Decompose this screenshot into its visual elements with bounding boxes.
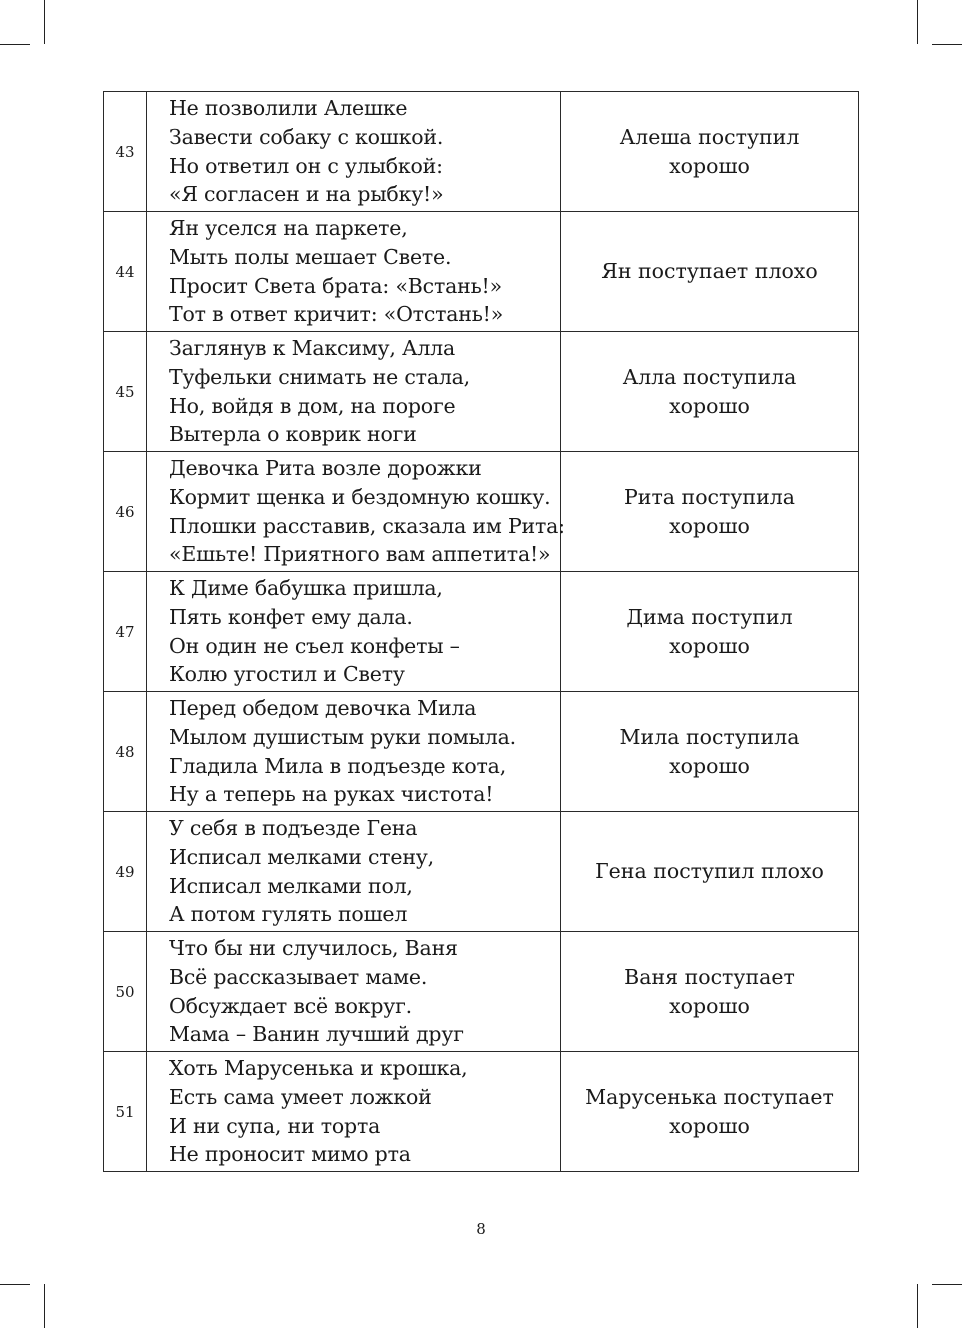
verse-line: Заглянув к Максиму, Алла	[169, 336, 456, 361]
verse-line: Есть сама умеет ложкой	[169, 1084, 432, 1109]
table-row	[104, 932, 859, 1052]
verse-line: Но ответил он с улыбкой:	[169, 153, 443, 178]
crop-mark-top-left	[44, 0, 45, 44]
verse-line: Тот в ответ кричит: «Отстань!»	[169, 302, 504, 327]
verse-line: Обсуждает всё вокруг.	[169, 993, 412, 1018]
crop-mark-bottom-right	[932, 1284, 962, 1285]
verse-line: «Ешьте! Приятного вам аппетита!»	[169, 542, 551, 567]
verse-cell	[147, 92, 561, 212]
crop-mark-top-left	[0, 44, 30, 45]
verse-cell	[147, 812, 561, 932]
verse-line: Гладила Мила в подъезде кота,	[169, 753, 507, 778]
page-number: 8	[476, 1220, 486, 1238]
verse-line: Что бы ни случилось, Ваня	[169, 936, 458, 961]
table-row	[104, 692, 859, 812]
table-row	[104, 452, 859, 572]
verse-line: «Я согласен и на рыбку!»	[169, 182, 444, 207]
verse-cell	[147, 452, 565, 572]
row-number: 47	[104, 572, 147, 692]
verse-line: Туфельки снимать не стала,	[169, 364, 470, 389]
verse-cell	[147, 932, 561, 1052]
verse-line: Колю угостил и Свету	[169, 662, 405, 687]
crop-mark-top-right	[932, 44, 962, 45]
verse-line: Кормит щенка и бездомную кошку.	[169, 484, 551, 509]
verse-line: Мыть полы мешает Свете.	[169, 244, 452, 269]
crop-mark-bottom-right	[917, 1284, 918, 1328]
verse-line: К Диме бабушка пришла,	[169, 576, 443, 601]
verse-line: Ну а теперь на руках чистота!	[169, 782, 494, 807]
table-row	[104, 812, 859, 932]
row-number: 50	[104, 932, 147, 1052]
verse-cell	[147, 572, 561, 692]
verse-line: Не позволили Алешке	[169, 96, 408, 121]
verdict-cell: Гена поступил плохо	[561, 812, 859, 932]
verse-cell	[147, 332, 561, 452]
verdict-cell: Алла поступила хорошо	[561, 332, 859, 452]
verse-line: Девочка Рита возле дорожки	[169, 456, 482, 481]
row-number: 43	[104, 92, 147, 212]
crop-mark-bottom-left	[44, 1284, 45, 1328]
poems-table	[103, 91, 859, 1172]
verse-line: У себя в подъезде Гена	[169, 816, 418, 841]
table-row	[104, 92, 859, 212]
verse-line: Мылом душистым руки помыла.	[169, 724, 516, 749]
verdict-cell: Марусенька поступает хорошо	[561, 1052, 859, 1172]
verse-line: Исписал мелками пол,	[169, 873, 413, 898]
verdict-cell: Алеша поступил хорошо	[561, 92, 859, 212]
verse-line: Ян уселся на паркете,	[169, 216, 408, 241]
verse-line: Он один не съел конфеты –	[169, 633, 460, 658]
verse-line: Исписал мелками стену,	[169, 844, 434, 869]
verse-line: Не проносит мимо рта	[169, 1142, 411, 1167]
poems-table-body	[104, 92, 859, 1172]
table-row	[104, 332, 859, 452]
verse-line: Вытерла о коврик ноги	[169, 422, 417, 447]
row-number: 51	[104, 1052, 147, 1172]
verdict-cell: Дима поступил хорошо	[561, 572, 859, 692]
verse-line: И ни супа, ни торта	[169, 1113, 381, 1138]
row-number: 49	[104, 812, 147, 932]
verse-line: Перед обедом девочка Мила	[169, 696, 477, 721]
row-number: 45	[104, 332, 147, 452]
verse-line: Просит Света брата: «Встань!»	[169, 273, 502, 298]
verdict-cell: Мила поступила хорошо	[561, 692, 859, 812]
verdict-cell: Ян поступает плохо	[561, 212, 859, 332]
row-number: 48	[104, 692, 147, 812]
verse-cell	[147, 1052, 561, 1172]
verse-line: Всё рассказывает маме.	[169, 964, 428, 989]
crop-mark-top-right	[917, 0, 918, 44]
verdict-cell: Ваня поступает хорошо	[561, 932, 859, 1052]
verse-cell	[147, 212, 561, 332]
crop-mark-bottom-left	[0, 1284, 30, 1285]
verse-line: Но, войдя в дом, на пороге	[169, 393, 456, 418]
table-row	[104, 572, 859, 692]
verdict-cell: Рита поступила хорошо	[561, 452, 859, 572]
row-number: 46	[104, 452, 147, 572]
verse-line: А потом гулять пошел	[169, 902, 408, 927]
verse-line: Завести собаку с кошкой.	[169, 124, 444, 149]
verse-cell	[147, 692, 561, 812]
table-row	[104, 1052, 859, 1172]
verse-line: Хоть Марусенька и крошка,	[169, 1056, 468, 1081]
verse-line: Плошки расставив, сказала им Рита:	[169, 513, 565, 538]
verse-line: Мама – Ванин лучший друг	[169, 1022, 464, 1047]
verse-line: Пять конфет ему дала.	[169, 604, 413, 629]
table-row	[104, 212, 859, 332]
row-number: 44	[104, 212, 147, 332]
